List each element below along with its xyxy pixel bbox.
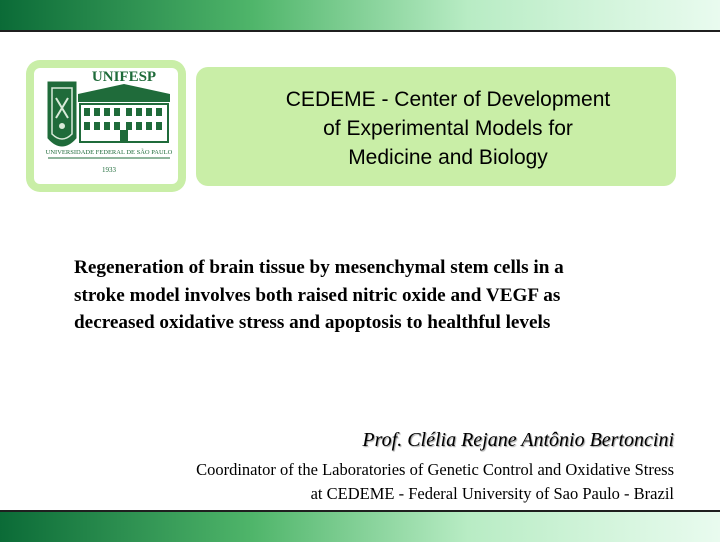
bottom-decorative-band (0, 510, 720, 542)
top-decorative-band (0, 0, 720, 32)
logo-frame (26, 60, 186, 192)
author-affiliation: Coordinator of the Laboratories of Genetic Control and Oxidative Stress at CEDEME - Federal University of Sao Paulo - Brazil (196, 460, 674, 503)
logo-caption: UNIVERSIDADE FEDERAL DE SÃO PAULO (45, 149, 173, 156)
page-title: CEDEME - Center of Development of Experimental Models for Medicine and Biology (285, 88, 611, 169)
unifesp-logo-icon (34, 68, 178, 184)
logo-panel (34, 68, 178, 184)
author-name: Prof. Clélia Rejane Antônio Bertoncini (362, 429, 674, 451)
logo-wordmark: UNIFESP (91, 69, 157, 85)
logo-year: 1933 (102, 166, 116, 174)
paper-title: Regeneration of brain tissue by mesenchymal stem cells in a stroke model involves both raised nitric oxide and VEGF as decreased oxidative stress and apoptosis to healthful levels (74, 257, 564, 333)
